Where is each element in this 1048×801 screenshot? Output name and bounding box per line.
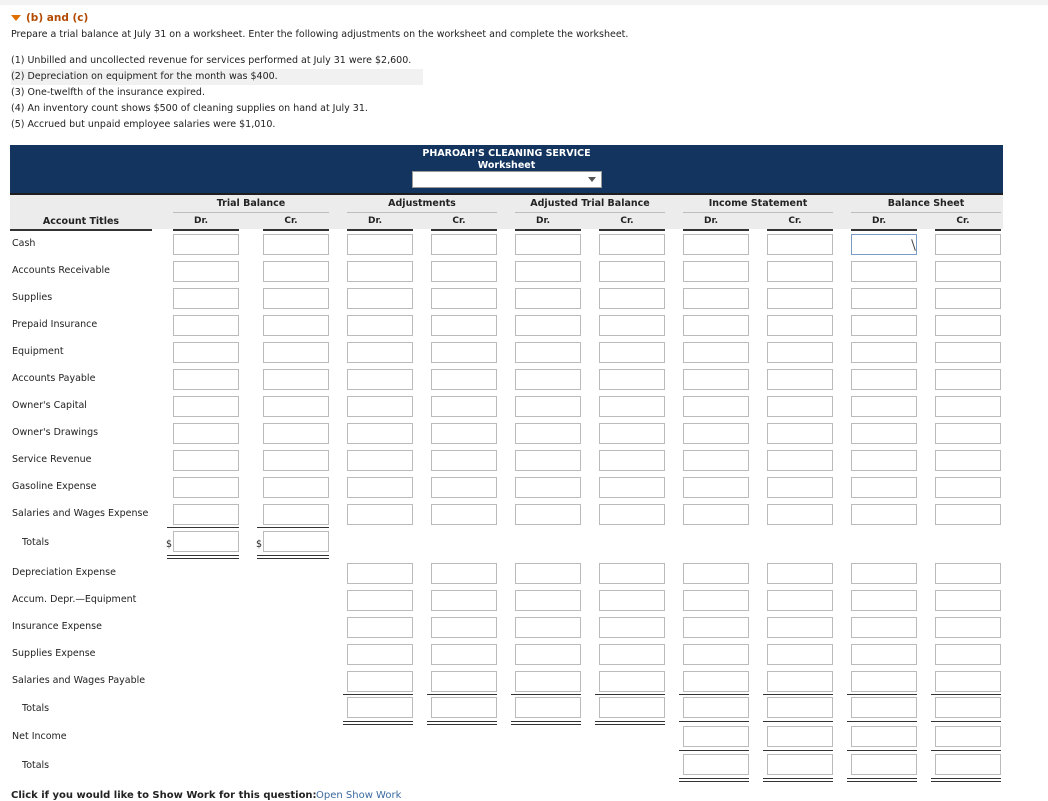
account-row-3-adjustments-cr-input[interactable]: [431, 288, 497, 309]
account-label: Salaries and Wages Expense: [12, 508, 149, 519]
net-income-balance-sheet-dr-input[interactable]: [851, 726, 917, 747]
account-titles-underline: [10, 229, 152, 231]
adjusted-trial-balance-cr-header: Cr.: [620, 216, 634, 226]
section-toggle[interactable]: [11, 12, 88, 24]
account-row-8-trial-balance-cr-input[interactable]: [263, 423, 329, 444]
account-row-10-balance-sheet-dr-input[interactable]: [851, 477, 917, 498]
adjustment-row-5-adjustments-cr-input[interactable]: [431, 671, 497, 692]
adjustment-row-2-adjustments-dr-input[interactable]: [347, 590, 413, 611]
account-row-5-adjusted-trial-balance-cr-input[interactable]: [599, 342, 665, 363]
account-row-9-income-statement-cr-input[interactable]: [767, 450, 833, 471]
account-row-1-balance-sheet-cr-input[interactable]: [935, 234, 1001, 255]
totals-line: [763, 721, 833, 722]
column-header-underline: [263, 229, 329, 231]
account-row-6-adjustments-cr-input[interactable]: [431, 369, 497, 390]
worksheet-totals-adjustments-dr-input[interactable]: [347, 697, 413, 718]
worksheet-totals-adjusted-trial-balance-dr-input[interactable]: [515, 697, 581, 718]
final-double-underline: [679, 778, 749, 782]
account-label: Supplies: [12, 292, 53, 303]
adjustment-row-5-balance-sheet-cr-input[interactable]: [935, 671, 1001, 692]
dropdown-arrow-icon: [588, 177, 596, 182]
account-row-6-adjusted-trial-balance-dr-input[interactable]: [515, 369, 581, 390]
account-row-3-balance-sheet-cr-input[interactable]: [935, 288, 1001, 309]
totals-double-underline: [595, 721, 665, 725]
account-row-11-balance-sheet-dr-input[interactable]: [851, 504, 917, 525]
income-statement-header-line: [683, 212, 833, 213]
balance-sheet-header: Balance Sheet: [887, 198, 965, 209]
account-row-11-adjustments-cr-input[interactable]: [431, 504, 497, 525]
account-row-2-balance-sheet-cr-input[interactable]: [935, 261, 1001, 282]
account-label: Salaries and Wages Payable: [12, 675, 146, 686]
adjustment-row-1-adjusted-trial-balance-cr-input[interactable]: [599, 563, 665, 584]
account-row-9-adjusted-trial-balance-dr-input[interactable]: [515, 450, 581, 471]
income-statement-header: Income Statement: [708, 198, 808, 209]
column-header-underline: [515, 229, 581, 231]
account-row-4-adjustments-dr-input[interactable]: [347, 315, 413, 336]
account-row-8-adjustments-dr-input[interactable]: [347, 423, 413, 444]
worksheet-header: [10, 145, 1003, 193]
adjustment-3: (3) One-twelfth of the insurance expired.: [11, 87, 205, 98]
final-double-underline: [931, 778, 1001, 782]
trial-balance-dr-header: Dr.: [193, 216, 209, 226]
account-row-5-adjustments-cr-input[interactable]: [431, 342, 497, 363]
adjustment-row-4-balance-sheet-cr-input[interactable]: [935, 644, 1001, 665]
adjustment-row-4-adjustments-cr-input[interactable]: [431, 644, 497, 665]
company-name: PHAROAH'S CLEANING SERVICE: [422, 148, 591, 159]
account-label: Accum. Depr.—Equipment: [12, 594, 137, 605]
account-row-6-income-statement-dr-input[interactable]: [683, 369, 749, 390]
account-row-4-trial-balance-cr-input[interactable]: [263, 315, 329, 336]
account-row-4-adjusted-trial-balance-dr-input[interactable]: [515, 315, 581, 336]
worksheet-totals-balance-sheet-dr-input[interactable]: [851, 697, 917, 718]
adjustment-row-1-balance-sheet-cr-input[interactable]: [935, 563, 1001, 584]
adjustment-row-1-income-statement-cr-input[interactable]: [767, 563, 833, 584]
account-row-7-adjusted-trial-balance-dr-input[interactable]: [515, 396, 581, 417]
account-label: Supplies Expense: [12, 648, 96, 659]
adjustments-cr-header: Cr.: [452, 216, 466, 226]
account-row-8-balance-sheet-dr-input[interactable]: [851, 423, 917, 444]
account-row-9-trial-balance-cr-input[interactable]: [263, 450, 329, 471]
account-row-3-adjustments-dr-input[interactable]: [347, 288, 413, 309]
account-row-5-adjustments-dr-input[interactable]: [347, 342, 413, 363]
balance-sheet-dr-header: Dr.: [871, 216, 887, 226]
account-row-11-trial-balance-cr-input[interactable]: [263, 504, 329, 525]
income-statement-dr-header: Dr.: [703, 216, 719, 226]
account-row-3-adjusted-trial-balance-cr-input[interactable]: [599, 288, 665, 309]
adjustment-row-5-income-statement-cr-input[interactable]: [767, 671, 833, 692]
account-label: Equipment: [12, 346, 64, 357]
adjustment-row-3-balance-sheet-dr-input[interactable]: [851, 617, 917, 638]
adjustments-header-line: [347, 212, 497, 213]
totals-double-underline: [511, 721, 581, 725]
account-row-1-income-statement-cr-input[interactable]: [767, 234, 833, 255]
adjustment-2: (2) Depreciation on equipment for the month was $400.: [11, 69, 423, 85]
net-income-income-statement-cr-input[interactable]: [767, 726, 833, 747]
account-row-2-balance-sheet-dr-input[interactable]: [851, 261, 917, 282]
net-income-balance-sheet-cr-input[interactable]: [935, 726, 1001, 747]
account-row-2-trial-balance-dr-input[interactable]: [173, 261, 239, 282]
account-row-8-income-statement-cr-input[interactable]: [767, 423, 833, 444]
adjustment-row-1-balance-sheet-dr-input[interactable]: [851, 563, 917, 584]
adjustment-row-3-income-statement-dr-input[interactable]: [683, 617, 749, 638]
account-row-7-adjustments-dr-input[interactable]: [347, 396, 413, 417]
adjustment-row-2-balance-sheet-cr-input[interactable]: [935, 590, 1001, 611]
account-row-2-adjustments-dr-input[interactable]: [347, 261, 413, 282]
account-row-2-income-statement-dr-input[interactable]: [683, 261, 749, 282]
account-row-1-trial-balance-dr-input[interactable]: [173, 234, 239, 255]
column-header-underline: [431, 229, 497, 231]
adjustment-row-2-adjusted-trial-balance-dr-input[interactable]: [515, 590, 581, 611]
subtotal-line: [343, 694, 413, 695]
account-row-3-income-statement-dr-input[interactable]: [683, 288, 749, 309]
account-row-3-trial-balance-cr-input[interactable]: [263, 288, 329, 309]
trial-balance-totals-trial-balance-dr-input[interactable]: [173, 531, 239, 552]
totals-label: Totals: [22, 703, 50, 714]
account-row-5-income-statement-dr-input[interactable]: [683, 342, 749, 363]
account-row-4-adjusted-trial-balance-cr-input[interactable]: [599, 315, 665, 336]
adjustments-dr-header: Dr.: [367, 216, 383, 226]
worksheet-totals-adjusted-trial-balance-cr-input[interactable]: [599, 697, 665, 718]
account-row-1-trial-balance-cr-input[interactable]: [263, 234, 329, 255]
net-income-line: [931, 750, 1001, 751]
account-row-10-income-statement-dr-input[interactable]: [683, 477, 749, 498]
account-label: Accounts Payable: [12, 373, 96, 384]
trial-balance-totals-trial-balance-cr-input[interactable]: [263, 531, 329, 552]
trial-balance-double-underline: [167, 555, 239, 559]
caret-down-icon: [11, 15, 21, 21]
adjustment-row-5-balance-sheet-dr-input[interactable]: [851, 671, 917, 692]
account-label: Accounts Receivable: [12, 265, 111, 276]
period-select[interactable]: [412, 171, 602, 188]
adjustment-row-5-adjusted-trial-balance-dr-input[interactable]: [515, 671, 581, 692]
adjustment-row-4-adjusted-trial-balance-cr-input[interactable]: [599, 644, 665, 665]
account-row-3-balance-sheet-dr-input[interactable]: [851, 288, 917, 309]
account-row-10-adjustments-dr-input[interactable]: [347, 477, 413, 498]
account-row-11-income-statement-cr-input[interactable]: [767, 504, 833, 525]
subtotal-line: [931, 694, 1001, 695]
final-double-underline: [763, 778, 833, 782]
account-row-4-income-statement-cr-input[interactable]: [767, 315, 833, 336]
worksheet-totals-income-statement-dr-input[interactable]: [683, 697, 749, 718]
account-row-1-adjustments-dr-input[interactable]: [347, 234, 413, 255]
column-header-underline: [851, 229, 917, 231]
account-row-8-trial-balance-dr-input[interactable]: [173, 423, 239, 444]
adjustment-row-3-balance-sheet-cr-input[interactable]: [935, 617, 1001, 638]
subtotal-line: [427, 694, 497, 695]
worksheet-totals-adjustments-cr-input[interactable]: [431, 697, 497, 718]
adjustment-row-3-adjusted-trial-balance-dr-input[interactable]: [515, 617, 581, 638]
adjustment-row-2-adjustments-cr-input[interactable]: [431, 590, 497, 611]
account-row-7-adjusted-trial-balance-cr-input[interactable]: [599, 396, 665, 417]
account-row-4-trial-balance-dr-input[interactable]: [173, 315, 239, 336]
account-row-9-adjustments-cr-input[interactable]: [431, 450, 497, 471]
net-income-label: Net Income: [12, 731, 67, 742]
account-row-7-income-statement-cr-input[interactable]: [767, 396, 833, 417]
adjustment-row-5-income-statement-dr-input[interactable]: [683, 671, 749, 692]
account-row-9-adjusted-trial-balance-cr-input[interactable]: [599, 450, 665, 471]
totals-double-underline: [427, 721, 497, 725]
column-header-underline: [173, 229, 239, 231]
adjustment-row-4-adjustments-dr-input[interactable]: [347, 644, 413, 665]
subtotal-line: [511, 694, 581, 695]
totals-line: [847, 721, 917, 722]
trial-balance-dr-dollar-sign: $: [166, 539, 173, 550]
account-row-2-adjustments-cr-input[interactable]: [431, 261, 497, 282]
totals-label: Totals: [22, 537, 50, 548]
account-row-9-balance-sheet-dr-input[interactable]: [851, 450, 917, 471]
account-row-1-adjustments-cr-input[interactable]: [431, 234, 497, 255]
account-row-10-adjusted-trial-balance-cr-input[interactable]: [599, 477, 665, 498]
net-income-income-statement-dr-input[interactable]: [683, 726, 749, 747]
account-row-7-income-statement-dr-input[interactable]: [683, 396, 749, 417]
trial-balance-header-line: [173, 212, 329, 213]
account-row-1-adjusted-trial-balance-cr-input[interactable]: [599, 234, 665, 255]
balance-sheet-cr-header: Cr.: [956, 216, 970, 226]
account-row-8-adjusted-trial-balance-cr-input[interactable]: [599, 423, 665, 444]
account-row-8-adjusted-trial-balance-dr-input[interactable]: [515, 423, 581, 444]
trial-balance-total-line: [167, 527, 239, 528]
trial-balance-cr-dollar-sign: $: [256, 539, 263, 550]
account-row-6-trial-balance-cr-input[interactable]: [263, 369, 329, 390]
show-work-question: Click if you would like to Show Work for this question:: [11, 790, 317, 801]
column-header-underline: [347, 229, 413, 231]
adjustment-row-3-adjustments-cr-input[interactable]: [431, 617, 497, 638]
account-row-4-balance-sheet-dr-input[interactable]: [851, 315, 917, 336]
account-row-5-balance-sheet-cr-input[interactable]: [935, 342, 1001, 363]
account-row-4-income-statement-dr-input[interactable]: [683, 315, 749, 336]
account-label: Insurance Expense: [12, 621, 102, 632]
account-row-11-balance-sheet-cr-input[interactable]: [935, 504, 1001, 525]
adjustment-1: (1) Unbilled and uncollected revenue for services performed at July 31 were $2,600.: [11, 55, 412, 66]
account-row-11-adjustments-dr-input[interactable]: [347, 504, 413, 525]
account-row-9-balance-sheet-cr-input[interactable]: [935, 450, 1001, 471]
account-row-7-trial-balance-cr-input[interactable]: [263, 396, 329, 417]
totals-line: [931, 721, 1001, 722]
column-header-underline: [935, 229, 1001, 231]
account-label: Prepaid Insurance: [12, 319, 98, 330]
subtotal-line: [847, 694, 917, 695]
account-row-7-adjustments-cr-input[interactable]: [431, 396, 497, 417]
adjustment-5: (5) Accrued but unpaid employee salaries were $1,010.: [11, 119, 276, 130]
account-row-7-trial-balance-dr-input[interactable]: [173, 396, 239, 417]
account-row-3-trial-balance-dr-input[interactable]: [173, 288, 239, 309]
account-label: Gasoline Expense: [12, 481, 97, 492]
adjustments-header: Adjustments: [388, 198, 456, 209]
subtotal-line: [763, 694, 833, 695]
account-row-7-balance-sheet-cr-input[interactable]: [935, 396, 1001, 417]
column-header-underline: [683, 229, 749, 231]
net-income-line: [847, 750, 917, 751]
worksheet-totals-balance-sheet-cr-input[interactable]: [935, 697, 1001, 718]
column-header-underline: [767, 229, 833, 231]
account-row-4-balance-sheet-cr-input[interactable]: [935, 315, 1001, 336]
account-row-11-trial-balance-dr-input[interactable]: [173, 504, 239, 525]
adjustment-row-1-adjustments-dr-input[interactable]: [347, 563, 413, 584]
trial-balance-total-line: [257, 527, 329, 528]
subtotal-line: [595, 694, 665, 695]
adjustment-row-5-adjustments-dr-input[interactable]: [347, 671, 413, 692]
account-row-11-income-statement-dr-input[interactable]: [683, 504, 749, 525]
account-row-10-adjustments-cr-input[interactable]: [431, 477, 497, 498]
adjustment-row-4-balance-sheet-dr-input[interactable]: [851, 644, 917, 665]
account-row-5-trial-balance-dr-input[interactable]: [173, 342, 239, 363]
account-row-9-income-statement-dr-input[interactable]: [683, 450, 749, 471]
account-titles-header: Account Titles: [42, 216, 120, 227]
account-row-6-balance-sheet-dr-input[interactable]: [851, 369, 917, 390]
adjustment-row-2-income-statement-dr-input[interactable]: [683, 590, 749, 611]
account-row-1-income-statement-dr-input[interactable]: [683, 234, 749, 255]
account-row-2-trial-balance-cr-input[interactable]: [263, 261, 329, 282]
top-bar: [0, 0, 1048, 5]
adjustment-row-4-adjusted-trial-balance-dr-input[interactable]: [515, 644, 581, 665]
final-totals-income-statement-dr-input[interactable]: [683, 754, 749, 775]
section-title: (b) and (c): [26, 12, 89, 24]
account-label: Owner's Drawings: [12, 427, 99, 438]
adjusted-trial-balance-header: Adjusted Trial Balance: [530, 198, 650, 209]
account-row-5-trial-balance-cr-input[interactable]: [263, 342, 329, 363]
adjusted-trial-balance-header-line: [515, 212, 665, 213]
account-row-10-income-statement-cr-input[interactable]: [767, 477, 833, 498]
account-row-10-adjusted-trial-balance-dr-input[interactable]: [515, 477, 581, 498]
worksheet-title: [10, 148, 1003, 172]
account-row-6-adjusted-trial-balance-cr-input[interactable]: [599, 369, 665, 390]
adjustment-row-5-adjusted-trial-balance-cr-input[interactable]: [599, 671, 665, 692]
adjustments-list: [11, 53, 423, 133]
worksheet-totals-income-statement-cr-input[interactable]: [767, 697, 833, 718]
account-row-6-balance-sheet-cr-input[interactable]: [935, 369, 1001, 390]
account-row-9-trial-balance-dr-input[interactable]: [173, 450, 239, 471]
account-label: Depreciation Expense: [12, 567, 116, 578]
totals-line: [679, 721, 749, 722]
account-row-10-balance-sheet-cr-input[interactable]: [935, 477, 1001, 498]
account-row-9-adjustments-dr-input[interactable]: [347, 450, 413, 471]
totals-double-underline: [343, 721, 413, 725]
account-row-2-adjusted-trial-balance-cr-input[interactable]: [599, 261, 665, 282]
account-row-1-balance-sheet-dr-input[interactable]: [851, 234, 917, 255]
instructions: Prepare a trial balance at July 31 on a worksheet. Enter the following adjustments on the worksheet and complete the worksheet.: [11, 29, 629, 40]
worksheet-subtitle: Worksheet: [477, 160, 536, 171]
adjustment-row-4-income-statement-dr-input[interactable]: [683, 644, 749, 665]
account-row-8-adjustments-cr-input[interactable]: [431, 423, 497, 444]
adjustment-row-2-adjusted-trial-balance-cr-input[interactable]: [599, 590, 665, 611]
account-row-6-trial-balance-dr-input[interactable]: [173, 369, 239, 390]
account-row-6-adjustments-dr-input[interactable]: [347, 369, 413, 390]
final-totals-balance-sheet-dr-input[interactable]: [851, 754, 917, 775]
trial-balance-cr-header: Cr.: [284, 216, 298, 226]
account-row-8-income-statement-dr-input[interactable]: [683, 423, 749, 444]
adjustment-row-3-adjusted-trial-balance-cr-input[interactable]: [599, 617, 665, 638]
account-row-7-balance-sheet-dr-input[interactable]: [851, 396, 917, 417]
adjusted-trial-balance-dr-header: Dr.: [535, 216, 551, 226]
account-row-10-trial-balance-cr-input[interactable]: [263, 477, 329, 498]
account-row-11-adjusted-trial-balance-cr-input[interactable]: [599, 504, 665, 525]
account-label: Owner's Capital: [12, 400, 87, 411]
account-label: Service Revenue: [12, 454, 92, 465]
trial-balance-double-underline: [257, 555, 329, 559]
subtotal-line: [679, 694, 749, 695]
adjustment-row-3-income-statement-cr-input[interactable]: [767, 617, 833, 638]
adjustment-row-2-balance-sheet-dr-input[interactable]: [851, 590, 917, 611]
account-row-2-adjusted-trial-balance-dr-input[interactable]: [515, 261, 581, 282]
adjustment-row-2-income-statement-cr-input[interactable]: [767, 590, 833, 611]
balance-sheet-header-line: [851, 212, 1001, 213]
account-row-1-adjusted-trial-balance-dr-input[interactable]: [515, 234, 581, 255]
final-totals-income-statement-cr-input[interactable]: [767, 754, 833, 775]
income-statement-cr-header: Cr.: [788, 216, 802, 226]
account-row-11-adjusted-trial-balance-dr-input[interactable]: [515, 504, 581, 525]
account-row-3-adjusted-trial-balance-dr-input[interactable]: [515, 288, 581, 309]
account-row-6-income-statement-cr-input[interactable]: [767, 369, 833, 390]
account-row-8-balance-sheet-cr-input[interactable]: [935, 423, 1001, 444]
adjustment-row-3-adjustments-dr-input[interactable]: [347, 617, 413, 638]
account-row-2-income-statement-cr-input[interactable]: [767, 261, 833, 282]
column-header-underline: [599, 229, 665, 231]
account-label: Cash: [12, 238, 36, 249]
net-income-line: [763, 750, 833, 751]
open-show-work-link[interactable]: Open Show Work: [316, 790, 402, 801]
totals-label: Totals: [22, 760, 50, 771]
account-row-4-adjustments-cr-input[interactable]: [431, 315, 497, 336]
final-totals-balance-sheet-cr-input[interactable]: [935, 754, 1001, 775]
adjustment-row-1-adjusted-trial-balance-dr-input[interactable]: [515, 563, 581, 584]
account-row-5-balance-sheet-dr-input[interactable]: [851, 342, 917, 363]
adjustment-row-1-adjustments-cr-input[interactable]: [431, 563, 497, 584]
trial-balance-header: Trial Balance: [216, 198, 286, 209]
adjustment-row-4-income-statement-cr-input[interactable]: [767, 644, 833, 665]
adjustment-4: (4) An inventory count shows $500 of cleaning supplies on hand at July 31.: [11, 103, 368, 114]
account-row-10-trial-balance-dr-input[interactable]: [173, 477, 239, 498]
account-row-5-adjusted-trial-balance-dr-input[interactable]: [515, 342, 581, 363]
account-row-5-income-statement-cr-input[interactable]: [767, 342, 833, 363]
final-double-underline: [847, 778, 917, 782]
adjustment-row-1-income-statement-dr-input[interactable]: [683, 563, 749, 584]
net-income-line: [679, 750, 749, 751]
account-row-3-income-statement-cr-input[interactable]: [767, 288, 833, 309]
